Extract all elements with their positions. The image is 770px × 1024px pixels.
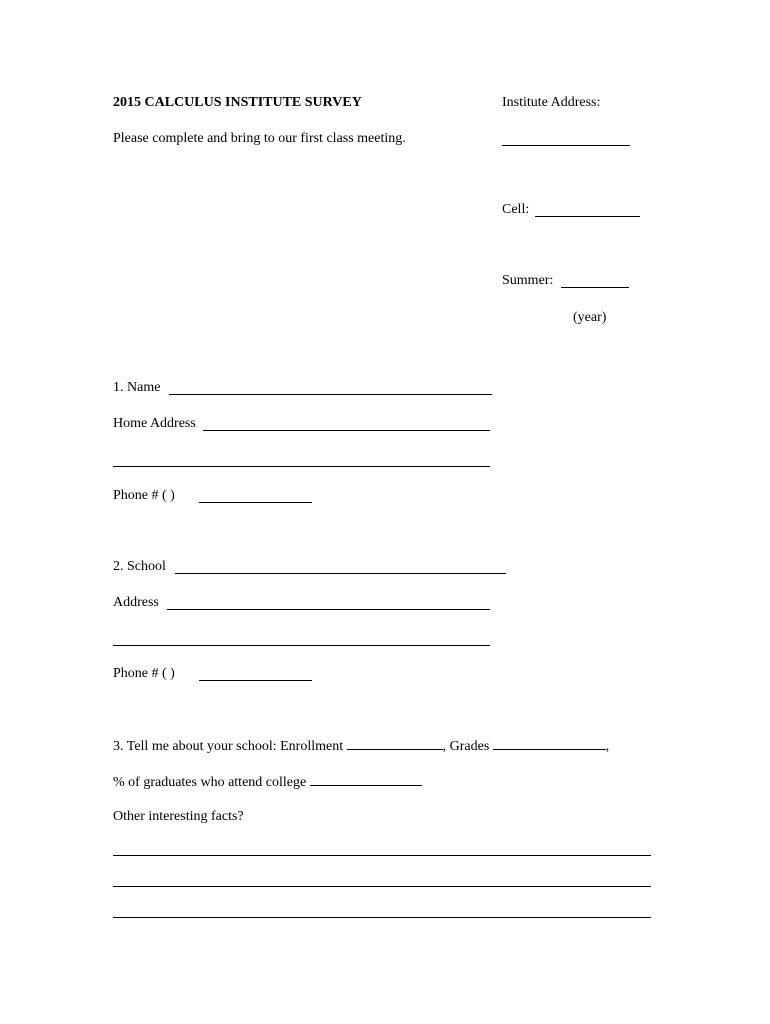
other-facts-line-2[interactable] bbox=[113, 886, 651, 887]
name-label: 1. Name bbox=[113, 380, 161, 395]
survey-title: 2015 CALCULUS INSTITUTE SURVEY bbox=[113, 95, 362, 110]
school-phone-field[interactable] bbox=[199, 680, 312, 681]
home-address-label: Home Address bbox=[113, 416, 196, 431]
institute-address-label: Institute Address: bbox=[502, 95, 601, 110]
school-phone-label: Phone # ( ) bbox=[113, 666, 175, 681]
year-caption: (year) bbox=[573, 310, 607, 325]
school-info-question bbox=[113, 737, 609, 755]
other-facts-label: Other interesting facts? bbox=[113, 809, 244, 824]
trailing-comma: , bbox=[605, 739, 610, 754]
cell-label: Cell: bbox=[502, 202, 530, 217]
school-label: 2. School bbox=[113, 559, 166, 574]
college-label: % of graduates who attend college bbox=[113, 775, 307, 790]
survey-instructions: Please complete and bring to our first class meeting. bbox=[113, 131, 406, 146]
summer-label: Summer: bbox=[502, 273, 554, 288]
cell-field[interactable] bbox=[535, 216, 640, 217]
name-field[interactable] bbox=[169, 394, 492, 395]
college-question bbox=[113, 773, 422, 791]
other-facts-line-3[interactable] bbox=[113, 917, 651, 918]
grades-label: , Grades bbox=[442, 739, 490, 754]
grades-field[interactable] bbox=[493, 737, 606, 750]
home-phone-label: Phone # ( ) bbox=[113, 488, 175, 503]
other-facts-line-1[interactable] bbox=[113, 855, 651, 856]
institute-address-field[interactable] bbox=[502, 145, 630, 146]
school-field[interactable] bbox=[175, 573, 506, 574]
enrollment-label: 3. Tell me about your school: Enrollment bbox=[113, 739, 344, 754]
school-address-field-line-2[interactable] bbox=[113, 645, 490, 646]
home-address-field-line-2[interactable] bbox=[113, 466, 490, 467]
school-address-label: Address bbox=[113, 595, 159, 610]
enrollment-field[interactable] bbox=[347, 737, 443, 750]
home-address-field[interactable] bbox=[203, 430, 490, 431]
summer-year-field[interactable] bbox=[561, 287, 629, 288]
home-phone-field[interactable] bbox=[199, 502, 312, 503]
college-percentage-field[interactable] bbox=[310, 773, 422, 786]
school-address-field[interactable] bbox=[167, 609, 490, 610]
